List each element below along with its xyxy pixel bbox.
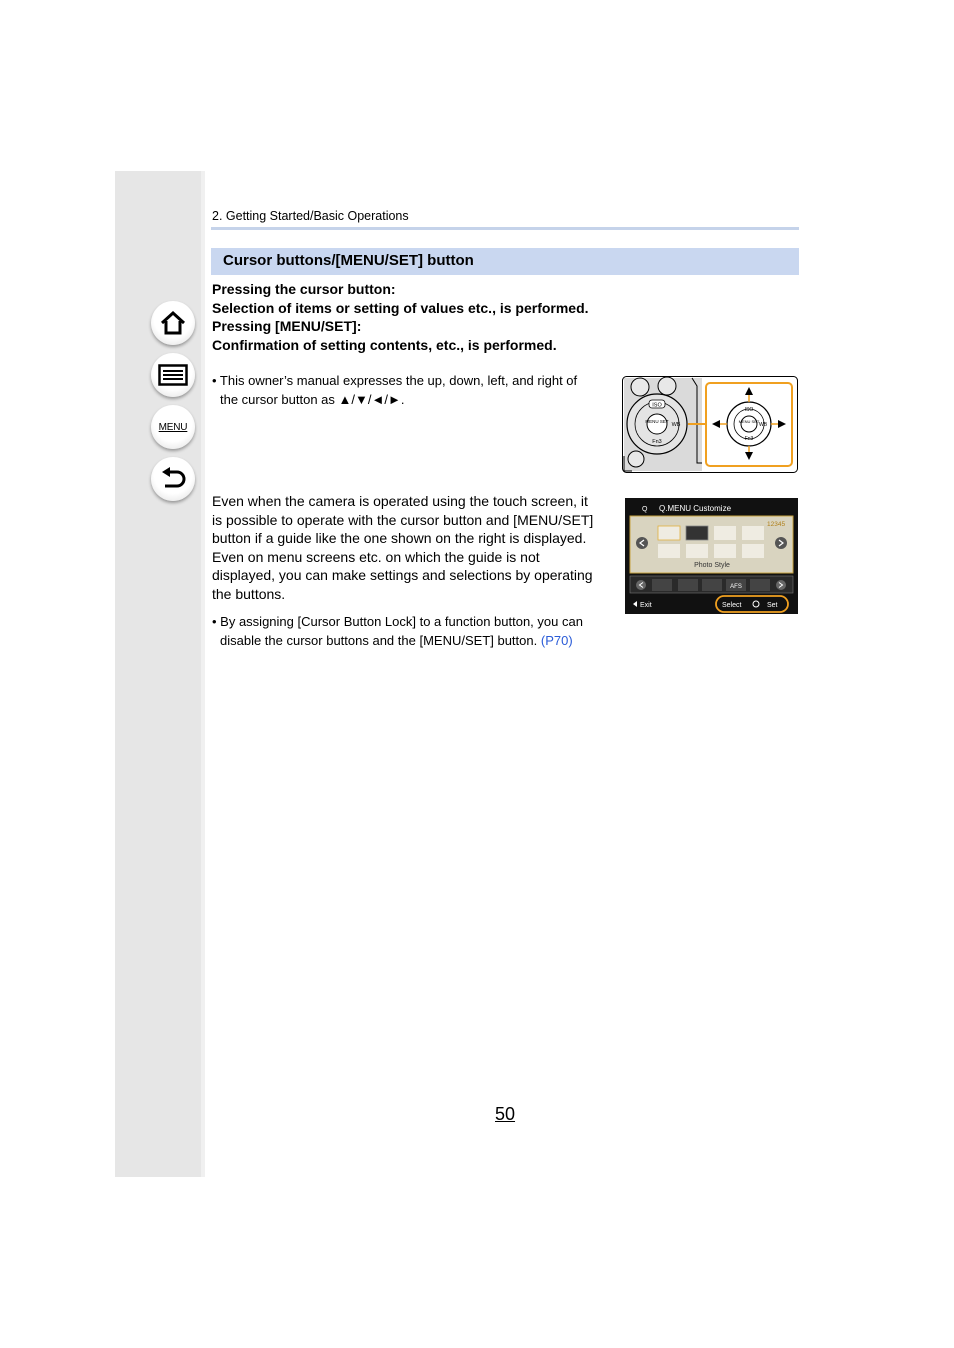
wb-label-small: WB: [671, 422, 681, 428]
breadcrumb: 2. Getting Started/Basic Operations: [212, 209, 409, 223]
grid-prev-icon: [636, 537, 648, 549]
para-line-2: is possible to operate with the cursor button and [MENU/SET]: [212, 511, 594, 528]
menu-set-label-zoom: MENU SET: [738, 419, 760, 424]
photo-style-caption: Photo Style: [694, 562, 730, 569]
contents-button[interactable]: [151, 353, 195, 397]
para-line-4: Even on menu screens etc. on which the guide is not: [212, 548, 540, 565]
iso-label-zoom: ISO: [744, 407, 754, 413]
para-line-5: displayed, you can make settings and selections by operating: [212, 567, 593, 584]
para-line-1: Even when the camera is operated using the touch screen, it: [212, 493, 588, 509]
intro-line-1: Pressing the cursor button:: [212, 281, 396, 297]
fn3-label-small: Fn3: [652, 439, 662, 445]
iso-label-small: ISO: [652, 402, 662, 409]
bullet-cursor-notation: [212, 372, 612, 410]
page-number: 50: [495, 1104, 516, 1124]
menu-button[interactable]: [151, 405, 195, 449]
intro-line-2: Selection of items or setting of values etc., is performed.: [212, 300, 589, 316]
home-button[interactable]: [151, 301, 195, 345]
exit-label: Exit: [640, 602, 652, 609]
fn3-label-zoom: Fn3: [744, 436, 754, 442]
intro-line-3: Pressing [MENU/SET]:: [212, 318, 362, 334]
bullet2-line1: • By assigning [Cursor Button Lock] to a function button, you can: [212, 614, 583, 629]
qmenu-title: Q.MENU Customize: [659, 504, 732, 513]
para-line-6: the buttons.: [212, 585, 286, 602]
bullet1-line2: the cursor button as ▲/▼/◄/►.: [220, 391, 405, 407]
grid-next-icon: [775, 537, 787, 549]
section-heading-bar: [211, 248, 799, 275]
return-arrow-icon: [159, 467, 187, 491]
selected-tile: [686, 526, 708, 540]
touch-screen-paragraph: [212, 492, 593, 604]
header-rule: [211, 227, 799, 230]
para-line-3: button if a guide like the one shown on the right is displayed.: [212, 530, 587, 547]
bullet1-line1: • This owner’s manual expresses the up, down, left, and right of: [212, 373, 578, 388]
bullet2-line2: disable the cursor buttons and the [MENU/SET] button.: [220, 632, 538, 648]
back-button[interactable]: [151, 457, 195, 501]
wb-label-zoom: WB: [758, 422, 768, 428]
menu-set-label-small: MENU SET: [645, 419, 669, 424]
select-label: Select: [722, 602, 742, 609]
p70-link[interactable]: (P70): [540, 632, 573, 648]
intro-line-4: Confirmation of setting contents, etc., is performed.: [212, 337, 557, 353]
sidebar-edge: [201, 171, 205, 1177]
cursor-button-figure: [622, 376, 798, 473]
list-icon: [158, 364, 188, 386]
menu-set-button-small: [647, 414, 667, 434]
page-indicator: 12345: [767, 521, 786, 528]
set-label: Set: [767, 602, 778, 609]
menu-label: MENU: [158, 421, 188, 433]
qmenu-screen-figure: [625, 498, 798, 614]
bullet-cursor-lock: [212, 613, 617, 651]
home-icon: [159, 310, 187, 336]
qmenu-icon: Q: [642, 506, 648, 513]
section-title: Cursor buttons/[MENU/SET] button: [223, 252, 474, 269]
afs-label: AFS: [730, 584, 742, 590]
